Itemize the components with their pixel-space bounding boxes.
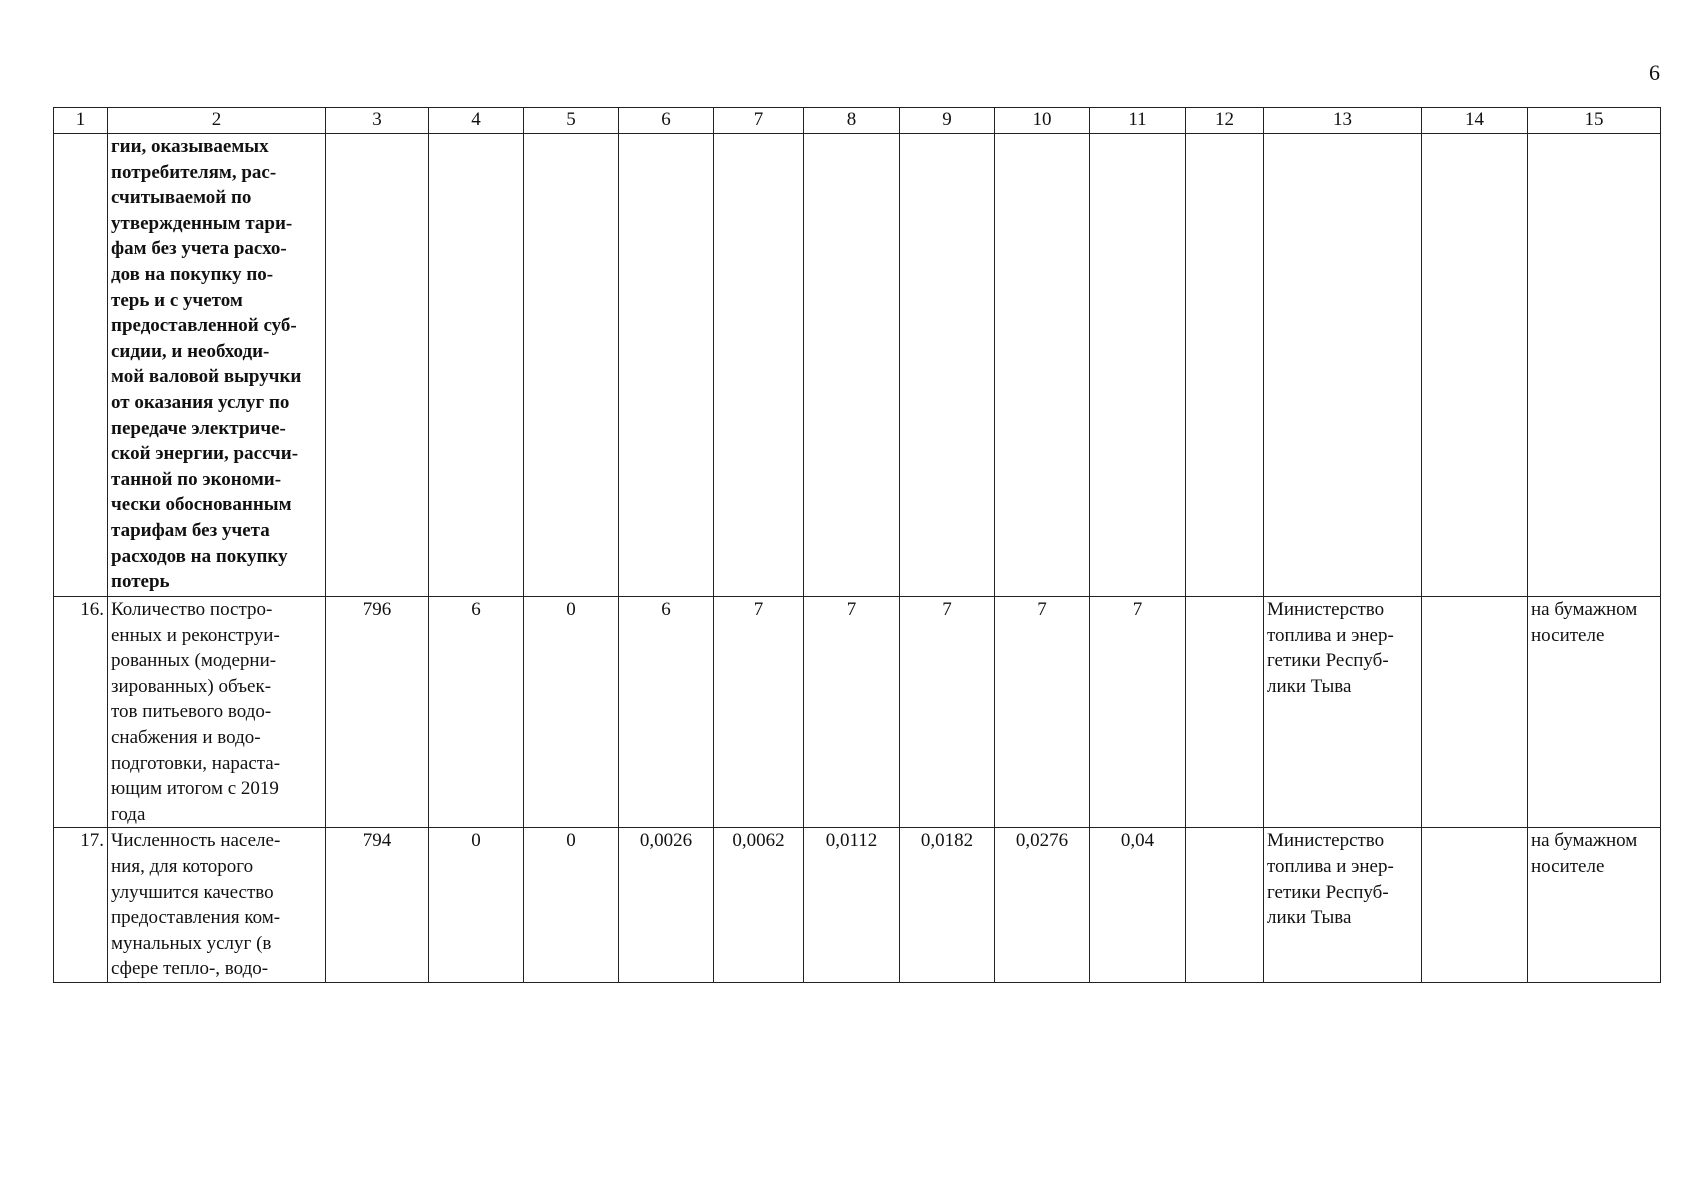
table-cell: 0,0276 — [995, 828, 1090, 983]
table-cell — [1186, 597, 1264, 828]
report-form: на бумажном носителе — [1528, 828, 1661, 983]
row-number: 16. — [54, 597, 108, 828]
table-header-row — [54, 108, 1661, 134]
indicator-name: Количество постро- енных и реконструи- рованных (модерни- зированных) объек- тов питьевого водо- снабжения и водо- подготовки, нараста- ющим итогом с 2019 года — [108, 597, 326, 828]
column-header: 8 — [804, 108, 900, 134]
column-header: 15 — [1528, 108, 1661, 134]
table-row — [54, 828, 1661, 983]
page-number: 6 — [1649, 60, 1660, 85]
table-cell — [1422, 828, 1528, 983]
table-cell — [900, 134, 995, 597]
responsible-org: Министерство топлива и энер- гетики Респуб- лики Тыва — [1264, 828, 1422, 983]
table-cell — [326, 134, 429, 597]
responsible-org — [1264, 134, 1422, 597]
table-cell — [1090, 134, 1186, 597]
table-cell: 7 — [995, 597, 1090, 828]
table-cell — [429, 134, 524, 597]
table-cell: 794 — [326, 828, 429, 983]
report-form — [1528, 134, 1661, 597]
responsible-org: Министерство топлива и энер- гетики Респуб- лики Тыва — [1264, 597, 1422, 828]
table-cell: 796 — [326, 597, 429, 828]
column-header: 3 — [326, 108, 429, 134]
table-cell — [714, 134, 804, 597]
table-cell: 7 — [1090, 597, 1186, 828]
table-cell — [804, 134, 900, 597]
report-form: на бумажном носителе — [1528, 597, 1661, 828]
table-cell — [1186, 134, 1264, 597]
table-row — [54, 597, 1661, 828]
table-cell: 0,0182 — [900, 828, 995, 983]
table-cell — [1422, 597, 1528, 828]
table-row — [54, 134, 1661, 597]
column-header: 7 — [714, 108, 804, 134]
table-cell: 7 — [804, 597, 900, 828]
indicator-name: Численность населе- ния, для которого улучшится качество предоставления ком- мунальных услуг (в сфере тепло-, водо- — [108, 828, 326, 983]
column-header: 2 — [108, 108, 326, 134]
column-header: 14 — [1422, 108, 1528, 134]
row-number — [54, 134, 108, 597]
indicators-table — [53, 107, 1661, 983]
table-cell — [1422, 134, 1528, 597]
table-cell: 0,0026 — [619, 828, 714, 983]
column-header: 12 — [1186, 108, 1264, 134]
column-header: 11 — [1090, 108, 1186, 134]
column-header: 1 — [54, 108, 108, 134]
table-cell: 7 — [900, 597, 995, 828]
row-number: 17. — [54, 828, 108, 983]
table-cell: 6 — [619, 597, 714, 828]
column-header: 9 — [900, 108, 995, 134]
table-cell: 7 — [714, 597, 804, 828]
table-cell: 0 — [429, 828, 524, 983]
column-header: 13 — [1264, 108, 1422, 134]
table-cell: 0,0062 — [714, 828, 804, 983]
indicator-name: гии, оказываемых потребителям, рас- считываемой по утвержденным тари- фам без учета расхо- дов на покупку по- терь и с учетом предоставленной суб- сидии, и необходи- мой валовой выручки от оказания услуг по передаче электриче- ской энергии, рассчи- танной по экономи- чески обоснованным тарифам без учета расходов на покупку потерь — [108, 134, 326, 597]
column-header: 4 — [429, 108, 524, 134]
table-cell: 0 — [524, 828, 619, 983]
table-cell: 0,04 — [1090, 828, 1186, 983]
column-header: 10 — [995, 108, 1090, 134]
table-cell — [619, 134, 714, 597]
table-cell: 0 — [524, 597, 619, 828]
table-cell — [995, 134, 1090, 597]
table-cell: 0,0112 — [804, 828, 900, 983]
table-cell: 6 — [429, 597, 524, 828]
table-cell — [524, 134, 619, 597]
table-cell — [1186, 828, 1264, 983]
column-header: 6 — [619, 108, 714, 134]
column-header: 5 — [524, 108, 619, 134]
